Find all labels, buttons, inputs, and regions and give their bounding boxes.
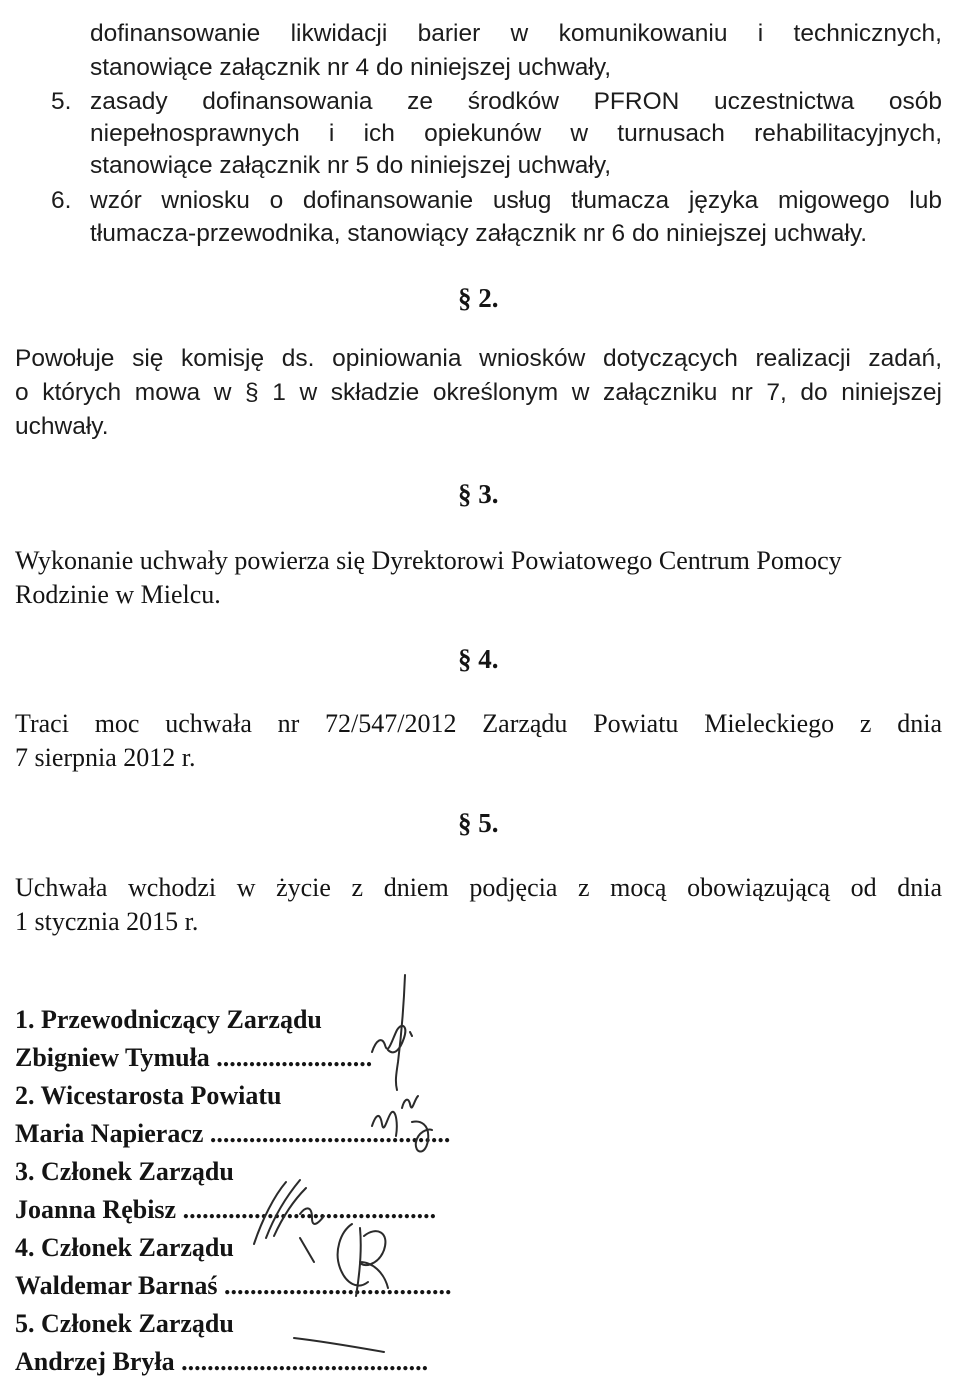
- signatory-name-line: Joanna Rębisz .......................................: [15, 1195, 437, 1224]
- signatory-role: 5. Członek Zarządu: [15, 1309, 234, 1338]
- section-heading: § 5.: [458, 808, 499, 838]
- signatory-role: 2. Wicestarosta Powiatu: [15, 1081, 282, 1110]
- list-item-number: 6.: [51, 187, 72, 214]
- signatory-role: 3. Członek Zarządu: [15, 1157, 234, 1186]
- section-text-line: o których mowa w § 1 w składzie określonym w załączniku nr 7, do niniejszej: [15, 379, 942, 406]
- section-text-line: Rodzinie w Mielcu.: [15, 580, 221, 609]
- section-text-line: uchwały.: [15, 413, 109, 440]
- signatory-name-line: Zbigniew Tymuła ........................: [15, 1043, 373, 1072]
- list-item-line: stanowiące załącznik nr 5 do niniejszej uchwały,: [90, 152, 612, 179]
- section-text-line: 7 sierpnia 2012 r.: [15, 743, 196, 772]
- section-text-line: Uchwała wchodzi w życie z dniem podjęcia z mocą obowiązującą od dnia: [15, 873, 942, 902]
- section-text-line: Wykonanie uchwały powierza się Dyrektorowi Powiatowego Centrum Pomocy: [15, 546, 842, 575]
- list-item-line: dofinansowanie likwidacji barier w komunikowaniu i technicznych,: [90, 20, 942, 47]
- section-text-line: Traci moc uchwała nr 72/547/2012 Zarządu Powiatu Mieleckiego z dnia: [15, 709, 942, 738]
- signatory-name-line: Maria Napieracz .....................................: [15, 1119, 451, 1148]
- section-heading: § 2.: [458, 283, 499, 313]
- list-item-line: niepełnosprawnych i ich opiekunów w turnusach rehabilitacyjnych,: [90, 120, 942, 147]
- list-item-line: stanowiące załącznik nr 4 do niniejszej uchwały,: [90, 54, 612, 81]
- list-item-line: wzór wniosku o dofinansowanie usług tłumacza języka migowego lub: [90, 187, 942, 214]
- section-heading: § 4.: [458, 644, 499, 674]
- signatory-name-line: Andrzej Bryła ......................................: [15, 1347, 429, 1376]
- signatory-role: 4. Członek Zarządu: [15, 1233, 234, 1262]
- signatory-name-line: Waldemar Barnaś ...................................: [15, 1271, 452, 1300]
- signature-1: [372, 975, 412, 1090]
- section-heading: § 3.: [458, 479, 499, 509]
- section-text-line: Powołuje się komisję ds. opiniowania wniosków dotyczących realizacji zadań,: [15, 345, 942, 372]
- signatory-role: 1. Przewodniczący Zarządu: [15, 1005, 322, 1034]
- list-item-number: 5.: [51, 88, 72, 115]
- section-text-line: 1 stycznia 2015 r.: [15, 907, 199, 936]
- list-item-line: tłumacza-przewodnika, stanowiący załącznik nr 6 do niniejszej uchwały.: [90, 220, 868, 247]
- list-item-line: zasady dofinansowania ze środków PFRON uczestnictwa osób: [90, 88, 942, 115]
